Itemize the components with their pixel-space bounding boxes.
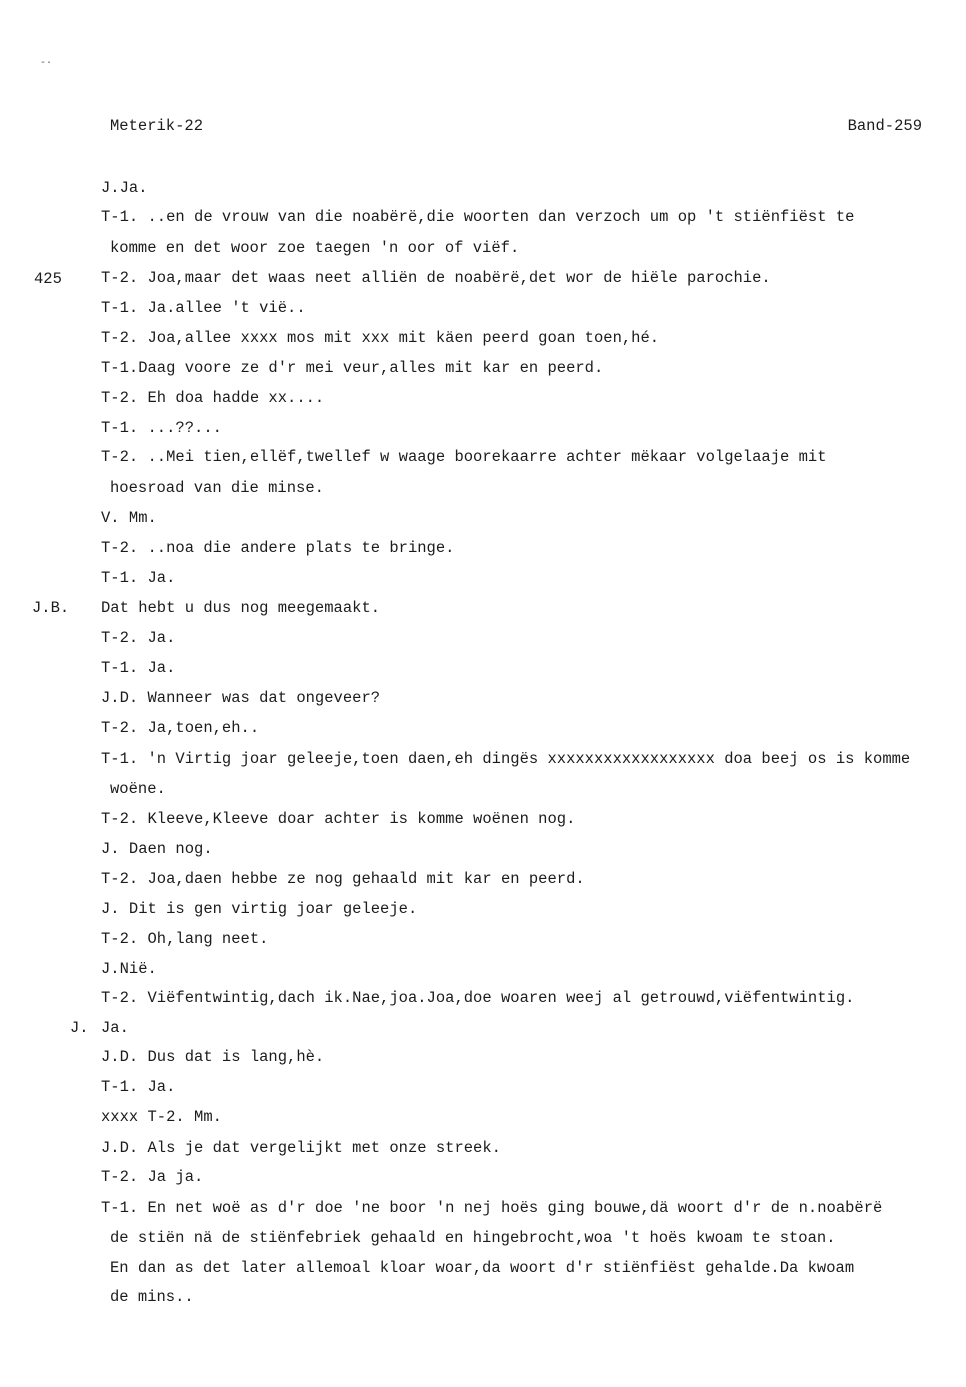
margin-speaker-j: J. xyxy=(70,1019,89,1037)
transcript-line: de stiën nä de stiënfebriek gehaald en hingebrocht,woa 't hoës kwoam te stoan. xyxy=(110,1229,836,1247)
transcript-line: woëne. xyxy=(110,780,166,798)
transcript-line: komme en det woor zoe taegen 'n oor of viëf. xyxy=(110,239,520,257)
transcript-line: T-1. Ja.allee 't vië.. xyxy=(101,299,306,317)
transcript-line: hoesroad van die minse. xyxy=(110,479,324,497)
transcript-line: V. Mm. xyxy=(101,509,157,527)
transcript-line: Dat hebt u dus nog meegemaakt. xyxy=(101,599,381,617)
transcript-line: En dan as det later allemoal kloar woar,da woort d'r stiënfiëst gehalde.Da kwoam xyxy=(110,1259,855,1277)
transcript-line: T-1. 'n Virtig joar geleeje,toen daen,eh dingës xxxxxxxxxxxxxxxxxx doa beej os is komme xyxy=(101,750,911,768)
margin-speaker-jb: J.B. xyxy=(32,599,70,617)
transcript-line: J. Daen nog. xyxy=(101,840,213,858)
transcript-line: T-2. Joa,daen hebbe ze nog gehaald mit kar en peerd. xyxy=(101,870,585,888)
margin-note-425: 425 xyxy=(34,270,62,288)
transcript-line: J.D. Als je dat vergelijkt met onze streek. xyxy=(101,1139,501,1157)
transcript-line: T-2. ..Mei tien,ellëf,twellef w waage boorekaarre achter mëkaar volgelaaje mit xyxy=(101,448,827,466)
transcript-line: T-2. Ja,toen,eh.. xyxy=(101,719,260,737)
transcript-line: T-1. ..en de vrouw van die noabërë,die woorten dan verzoch um op 't stiënfiëst te xyxy=(101,208,855,226)
header-tape-number: Band-259 xyxy=(847,117,922,135)
transcript-line: J.Ja. xyxy=(101,179,148,197)
transcript-line: T-2. Joa,allee xxxx mos mit xxx mit käen peerd goan toen,hé. xyxy=(101,329,660,347)
transcript-line: T-2. Ja ja. xyxy=(101,1168,204,1186)
header-title: Meterik-22 xyxy=(110,117,204,135)
transcript-line: xxxx T-2. Mm. xyxy=(101,1108,222,1126)
transcript-line: T-2. Joa,maar det waas neet alliën de noabërë,det wor de hiële parochie. xyxy=(101,269,771,287)
transcript-line: T-2. ..noa die andere plats te bringe. xyxy=(101,539,455,557)
transcript-line: T-2. Viëfentwintig,dach ik.Nae,joa.Joa,doe woaren weej al getrouwd,viëfentwintig. xyxy=(101,989,855,1007)
transcript-line: de mins.. xyxy=(110,1288,194,1306)
transcript-line: T-1. Ja. xyxy=(101,659,176,677)
transcript-line: T-1. En net woë as d'r doe 'ne boor 'n nej hoës ging bouwe,dä woort d'r de n.noabërë xyxy=(101,1199,883,1217)
transcript-line: Ja. xyxy=(101,1019,129,1037)
transcript-line: J. Dit is gen virtig joar geleeje. xyxy=(101,900,418,918)
transcript-line: T-1. Ja. xyxy=(101,569,176,587)
transcript-line: T-1. ...??... xyxy=(101,419,222,437)
transcript-line: T-2. Kleeve,Kleeve doar achter is komme woënen nog. xyxy=(101,810,576,828)
transcript-line: J.Nië. xyxy=(101,960,157,978)
page-speck: -· xyxy=(40,58,53,69)
transcript-line: T-2. Oh,lang neet. xyxy=(101,930,269,948)
transcript-line: T-2. Ja. xyxy=(101,629,176,647)
transcript-line: J.D. Wanneer was dat ongeveer? xyxy=(101,689,381,707)
transcript-line: T-1. Ja. xyxy=(101,1078,176,1096)
transcript-line: J.D. Dus dat is lang,hè. xyxy=(101,1048,325,1066)
transcript-line: T-1.Daag voore ze d'r mei veur,alles mit kar en peerd. xyxy=(101,359,604,377)
transcript-line: T-2. Eh doa hadde xx.... xyxy=(101,389,325,407)
